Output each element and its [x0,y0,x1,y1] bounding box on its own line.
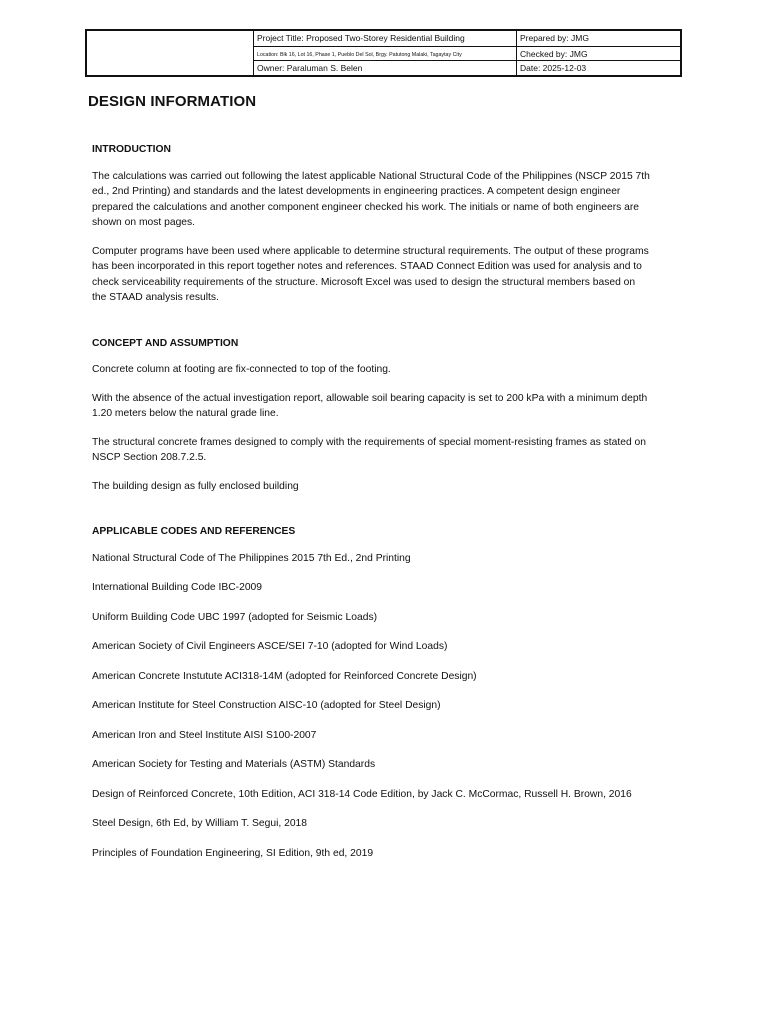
reference-item: International Building Code IBC-2009 [92,582,263,593]
logo-area [87,31,253,75]
reference-item: Principles of Foundation Engineering, SI Edition, 9th ed, 2019 [92,847,374,859]
reference-item: National Structural Code of The Philippines 2015 7th Ed., 2nd Printing [92,552,411,564]
paragraph: With the absence of the actual investigation report, allowable soil bearing capacity is set to 200 kPa with a minimum depth 1.20 meters below the natural grade line. [92,392,648,419]
paragraph: The calculations was carried out following the latest applicable National Structural Code of the Philippines (NSCP 2015 7th ed., 2nd Printing) and standards and the latest developments in engineering practices. A competent design engineer prepared the calculations and another component engineer checked his work. The initials or name of both engineers are shown on most pages. [92,170,650,228]
reference-item: American Concrete Instutute ACI318-14M (adopted for Reinforced Concrete Design) [92,670,477,682]
reference-item: American Society for Testing and Materials (ASTM) Standards [92,759,376,770]
prepared-by: Prepared by: JMG [516,31,680,46]
reference-item: Design of Reinforced Concrete, 10th Edition, ACI 318-14 Code Edition, by Jack C. McCormac, Russell H. Brown, 2016 [92,788,632,800]
reference-item: American Iron and Steel Institute AISI S100-2007 [92,729,317,741]
project-location: Location: Blk 16, Lot 16, Phase 1, Pueblo Del Sol, Brgy. Patutong Malaki, Tagaytay City [253,46,516,61]
paragraph: The building design as fully enclosed building [92,480,299,492]
document-body [92,142,652,891]
page-title: DESIGN INFORMATION [88,93,257,110]
reference-item: American Institute for Steel Construction AISC-10 (adopted for Steel Design) [92,700,441,711]
section-heading: CONCEPT AND ASSUMPTION [92,337,239,349]
section-heading: APPLICABLE CODES AND REFERENCES [92,526,296,537]
paragraph: Computer programs have been used where applicable to determine structural requirements. The output of these programs has been incorporated in this report together notes and references. STAAD Connect Edition was used for analysis and to check serviceability requirements of the structure. Microsoft Excel was used to design the structural members based on the STAAD analysis results. [92,245,649,303]
concept-section [92,336,652,495]
project-title: Project Title: Proposed Two-Storey Residential Building [253,31,516,46]
title-block [85,29,682,77]
introduction-section [92,142,652,306]
section-heading: INTRODUCTION [92,144,171,155]
paragraph: Concrete column at footing are fix-connected to top of the footing. [92,364,391,375]
reference-item: American Society of Civil Engineers ASCE/SEI 7-10 (adopted for Wind Loads) [92,641,448,652]
document-date: Date: 2025-12-03 [516,60,680,75]
reference-item: Steel Design, 6th Ed, by William T. Segui, 2018 [92,818,308,829]
checked-by: Checked by: JMG [516,46,680,61]
paragraph: The structural concrete frames designed to comply with the requirements of special moment-resisting frames as stated on NSCP Section 208.7.2.5. [92,436,646,463]
codes-section [92,524,652,861]
reference-item: Uniform Building Code UBC 1997 (adopted for Seismic Loads) [92,611,378,623]
project-owner: Owner: Paraluman S. Belen [253,60,516,75]
